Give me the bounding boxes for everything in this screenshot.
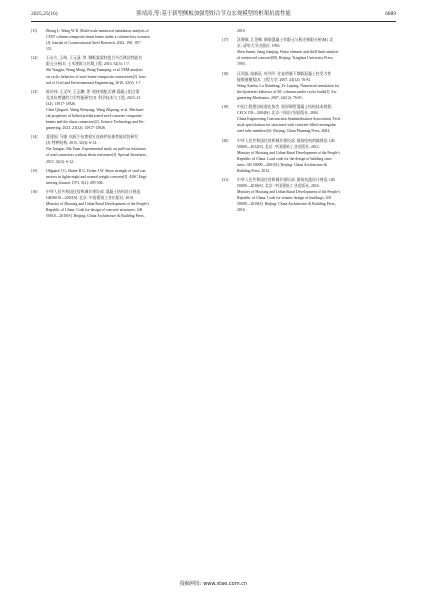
reference-entry (222, 104, 394, 134)
reference-text-line: [J]. 特种结构, 2015, 32(3): 6-12. (46, 141, 98, 146)
reference-number: [16] (31, 190, 38, 195)
reference-text-line: Shi Yongjiu, Wang Meng, Wang Yuanqing, et al. FEM analysis (46, 68, 143, 73)
reference-text-line: CFST column-composite beam frame under a column-loss scenario (46, 35, 150, 40)
reference-text-line: 石永久, 王萌, 王元清, 等. 钢框架梁柱组合节点滞回性能有 (46, 56, 143, 61)
reference-number: [12] (31, 56, 38, 61)
reference-text-line: tures: GB 50009—2001[S]. Beijing: China Architecture & (237, 162, 327, 167)
reference-text-line: 50009—2016[S]. 北京: 中国建筑工业出版社, 2016. (237, 184, 320, 189)
reference-text-line: 2016. (237, 208, 246, 213)
reference-text-line: 聂建国, 马骏. 抗拔不抗剪栓钉连接件抗拔性能试验研究 (46, 135, 139, 140)
running-header (31, 8, 396, 20)
reference-entry (222, 71, 394, 101)
footer-submission-url: 投稿网址: www.stae.com.cn (179, 581, 248, 587)
reference-text-line: 中华人民共和国住房和城乡建设部. 混凝土结构设计规范: (46, 190, 142, 195)
reference-text-line: 汪训流, 陆新征, 叶列平. 往复荷载下钢筋混凝土柱受力性 (237, 71, 332, 76)
reference-text-line: Building Press, 2012. (237, 168, 271, 173)
reference-text-line: 2010. (237, 29, 246, 33)
reference-number: [15] (31, 168, 38, 173)
reference-text-line: 中华人民共和国住房和城乡建设部. 建筑抗震设计规范: GB (237, 177, 335, 182)
reference-text-line: beams and the shear connectors[J]. Science Technology and En- (46, 120, 145, 125)
reference-text-line: GB50010—2010[S]. 北京: 中国建筑工业出版社, 2010. (46, 196, 134, 201)
reference-number: [20] (222, 138, 229, 143)
reference-text-line: Ministry of Housing and Urban Rural Development of the People's (237, 150, 341, 155)
reference-text-line: Wang Xunliu, Lu Xinzheng, Ye Lieping. Numerical simulation for (237, 83, 340, 88)
reference-text-line: 50009—2012[S]. 北京: 中国建筑工业出版社, 2012. (237, 144, 320, 149)
reference-entry (222, 28, 394, 34)
reference-entry (31, 28, 203, 52)
reference-text-line: of reinforced concrete[M]. Beijing: Tsinghua University Press, (237, 56, 334, 61)
reference-text-line: 沈聚敏, 江见鲸. 钢筋混凝土有限元与板壳极限分析[M]. 北 (237, 38, 334, 43)
reference-entry (222, 138, 394, 174)
reference-text-line: Zhong L, Wang W D. Multi-scale numerical simulation analysis of (46, 29, 149, 33)
reference-text-line: 151. (46, 47, 53, 52)
header-volume: 2025,25(16) (31, 11, 58, 17)
reference-text-line: Shen Jumin, Jiang Jianjing. Finite element and shell limit analysis (237, 50, 339, 55)
reference-column-left (31, 28, 203, 222)
reference-text-line: Nie Jianguo, Ma Yuan. Experimental study on pull-out resistance (46, 147, 147, 152)
reference-text-line: cal properties of bolted prefabricated steel-concrete composite (46, 113, 142, 118)
reference-text-line: Republic of China. Code for design of concrete structures: GB (46, 208, 143, 213)
reference-entry (31, 89, 203, 131)
reference-number: [13] (31, 89, 38, 94)
reference-text-line: gineering Mechanics, 2007, 24(12): 76-81. (237, 95, 303, 100)
reference-column-right (222, 28, 394, 216)
reference-number: [18] (222, 71, 229, 76)
reference-text-line: [J]. Journal of Constructional Steel Research, 2022, 190: 107- (46, 41, 142, 46)
reference-number: [17] (222, 38, 229, 43)
reference-text-line: 50009—2016[S]. Beijing: China Architecture & Building Press, (237, 202, 336, 207)
header-rule (31, 21, 396, 22)
reference-text-line: (32): 13917-13926. (46, 101, 76, 106)
reference-entry (31, 55, 203, 85)
reference-text-line: the hysteresis behavior of RC columns under cyclic loads[J]. En- (237, 89, 337, 94)
reference-number: [21] (222, 177, 229, 182)
reference-text-line: CECS 159—2004[S]. 北京: 中国计划出版社, 2004. (237, 111, 319, 116)
reference-text-line: 陈庆伟, 王文坪, 王志鹏, 等. 栓接装配式钢-混凝土组合梁 (46, 89, 140, 94)
reference-text-line: Ollgaard J G, Slutter R G, Fisher J W. Shear strength of stud con- (46, 168, 147, 173)
reference-text-line: 中国工程建设标准化协会. 矩形钢管混凝土结构技术规程: (237, 105, 333, 110)
reference-entry (222, 177, 394, 213)
reference-text-line: 能数值模拟[J]. 工程力学, 2007, 24(12): 76-81. (237, 77, 312, 82)
reference-text-line: 50010—2010[S]. Beijing: China Architecture & Building Press, (46, 214, 145, 219)
reference-text-line: nectors in lightweight and normal weight concrete[J]. AISC Engi- (46, 174, 148, 179)
reference-text-line: neering Journal, 1971, 8(2): 495-506. (46, 180, 104, 185)
reference-number: [11] (31, 29, 38, 33)
reference-entry (31, 134, 203, 164)
reference-text-line: 京: 清华大学出版社, 1993. (237, 44, 281, 49)
reference-text-line: on cyclic behavior of steel frame-composite connections[J]. Jour- (46, 74, 147, 79)
reference-text-line: Republic of China. Code for seismic design of buildings: GB (237, 196, 331, 201)
reference-text-line: 2015, 32(3): 6-12. (46, 159, 74, 164)
reference-entry (31, 189, 203, 219)
reference-text-line: nal of Civil and Environmental Engineering, 2010, 32(3): 1-7. (46, 80, 142, 85)
header-page-number: 6889 (385, 11, 396, 17)
reference-text-line: Chen Qingwei, Wang Wenyang, Wang Zhipeng, et al. Mechani- (46, 107, 144, 112)
reference-text-line: Ministry of Housing and Urban Rural Development of the People's (237, 190, 341, 195)
reference-text-line: of stud connectors without shear resistance[J]. Special Structures, (46, 153, 147, 158)
reference-entry (31, 168, 203, 186)
reference-text-line: 1993. (237, 62, 246, 67)
reference-text-line: China Engineering Construction Standardization Association. Tech- (237, 117, 342, 122)
reference-number: [19] (222, 105, 229, 110)
reference-text-line: 限元分析[J]. 土木建筑与环境工程, 2010, 32(3): 1-7. (46, 62, 130, 67)
header-title: 熊靖涛,等:基于新型侧板加强型组合节点宏观模型的框架抗震性能 (136, 11, 291, 17)
reference-number: [14] (31, 135, 38, 140)
reference-text-line: Republic of China. Load code for the design of building struc- (237, 156, 333, 161)
reference-text-line: 中华人民共和国住房和城乡建设部. 建筑结构荷载规范: GB (237, 138, 335, 143)
reference-text-line: gineering, 2023, 23(32): 13917-13926. (46, 126, 106, 131)
reference-text-line: steel tube members[S]. Beijing: China Planning Press, 2004. (237, 129, 331, 134)
reference-text-line: Ministry of Housing and Urban Rural Development of the People's (46, 202, 150, 207)
reference-text-line: 及其抗剪键的力学性能研究[J]. 科学技术与工程, 2023, 23 (46, 95, 141, 100)
reference-text-line: nical specification for structures with concrete-filled rectangular (237, 123, 336, 128)
reference-entry (222, 37, 394, 67)
